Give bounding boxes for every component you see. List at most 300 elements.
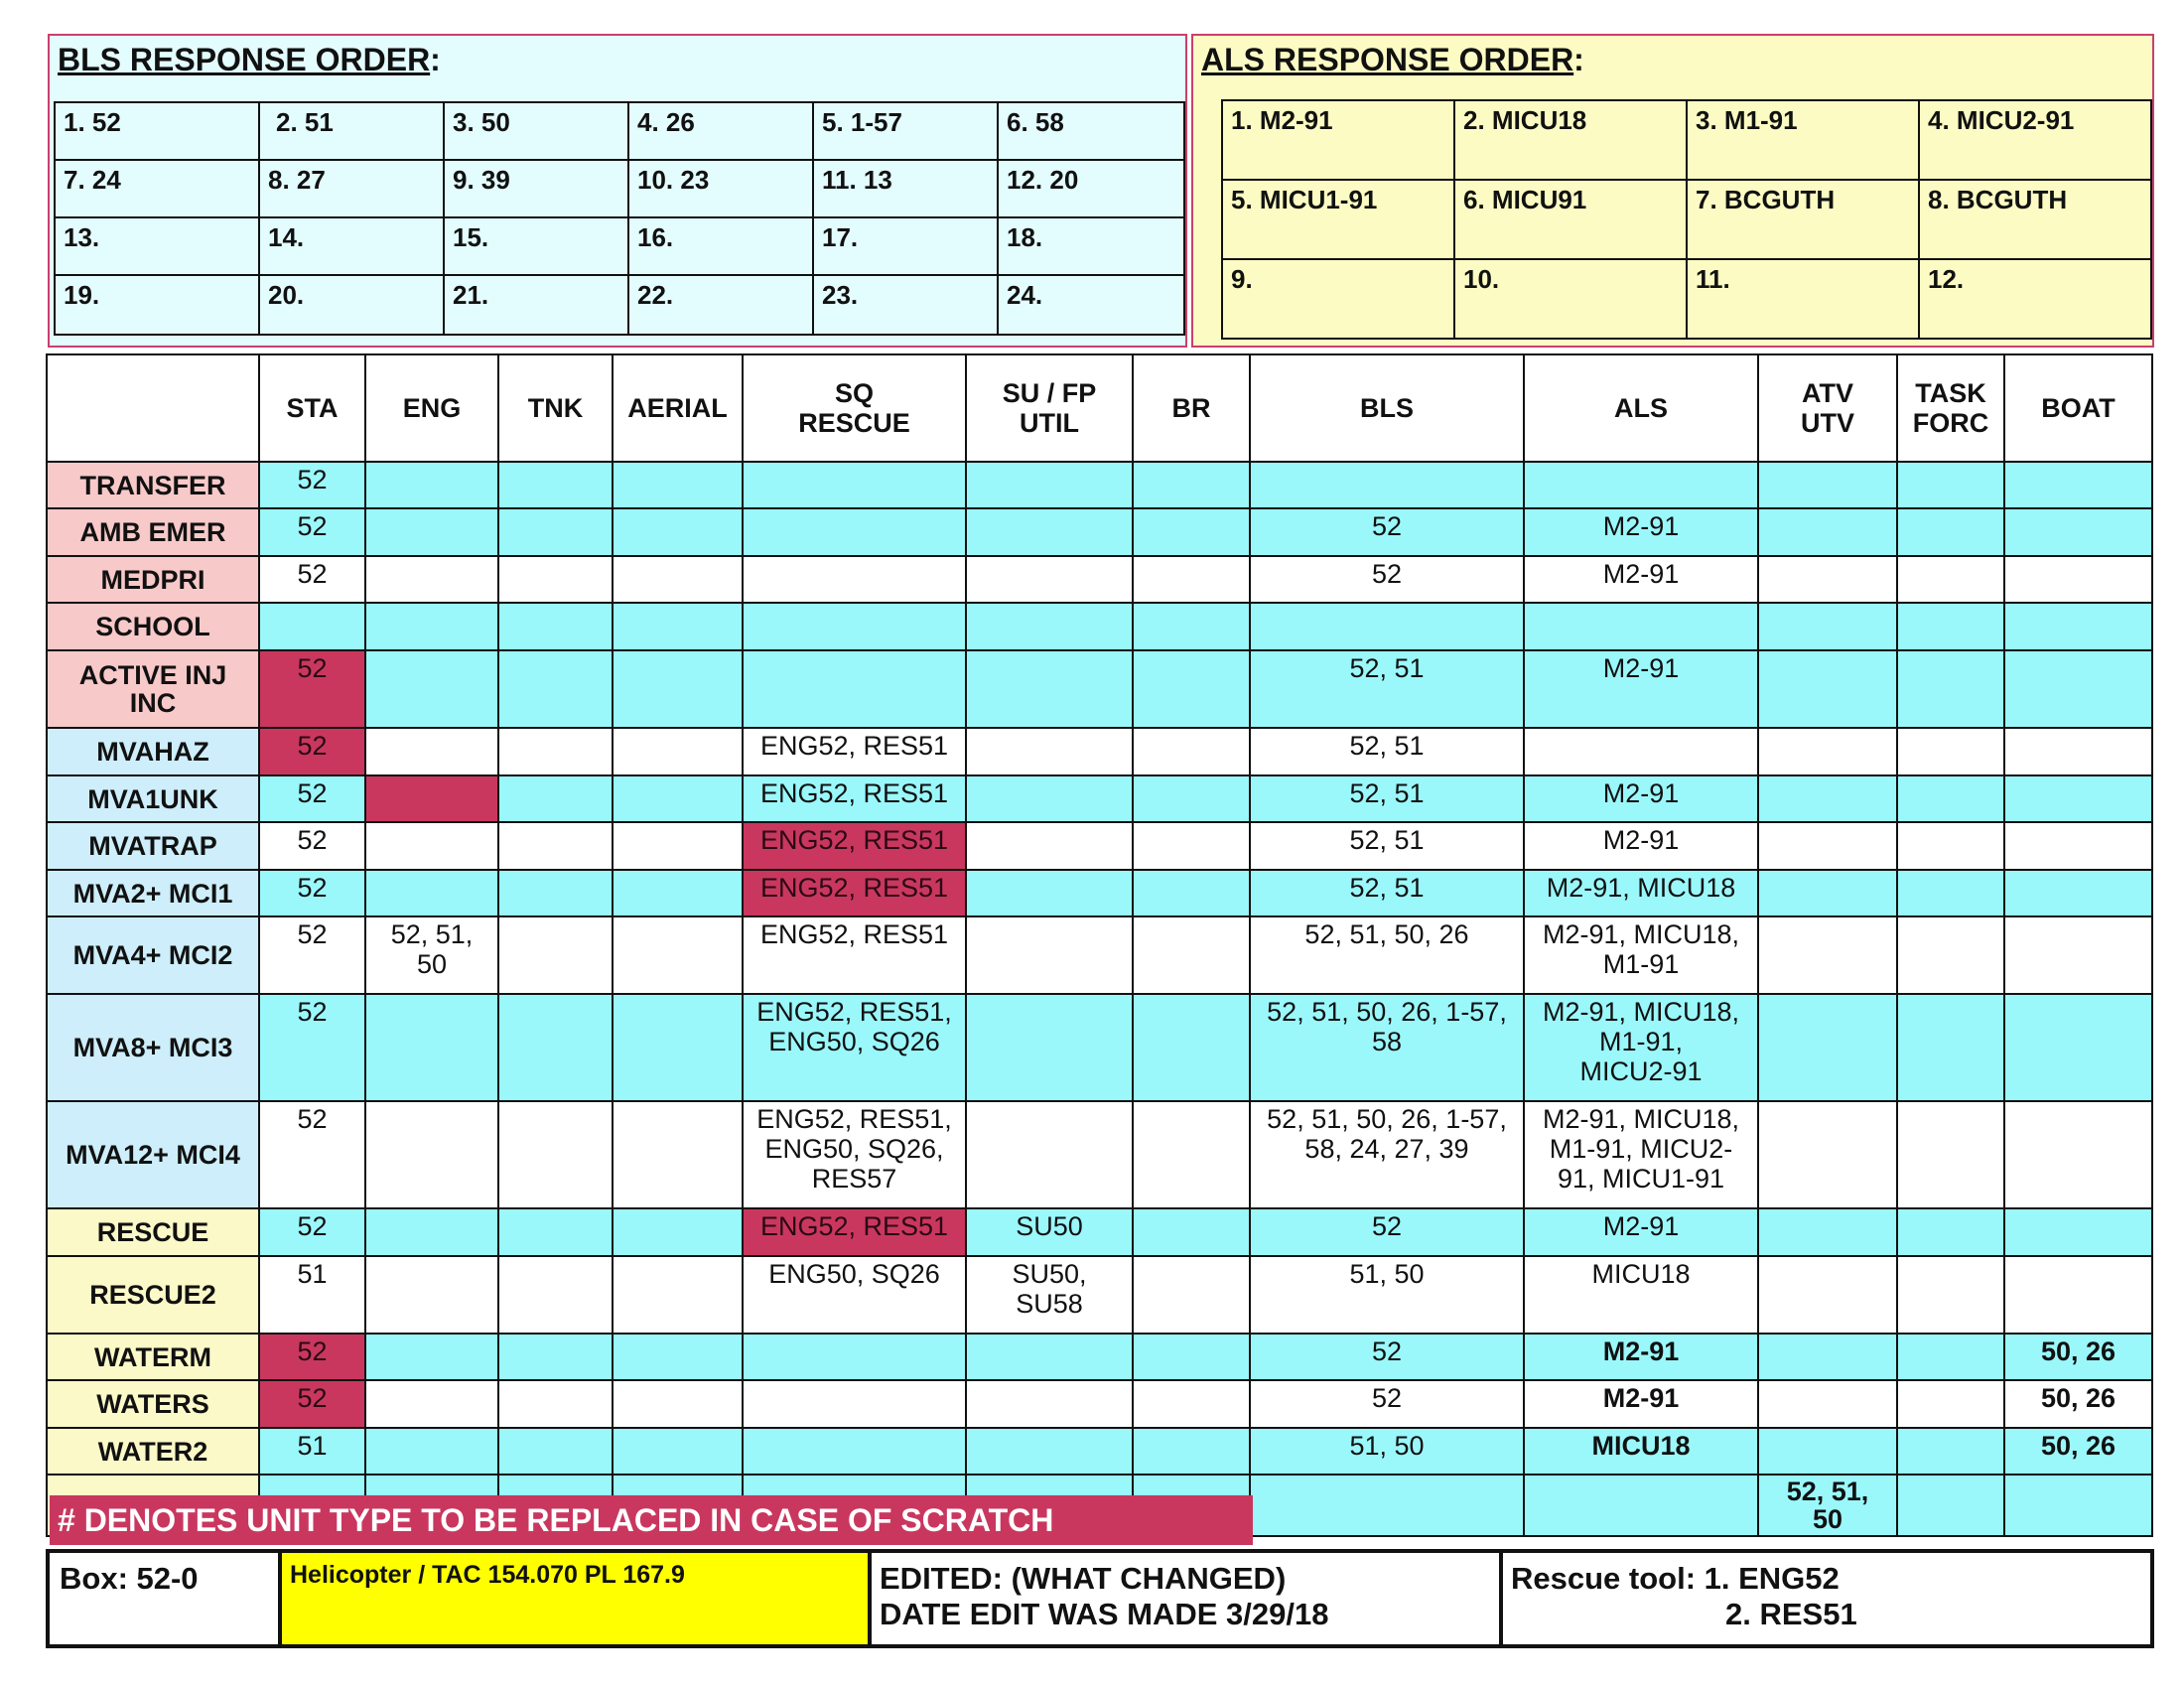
- bls-order-cell: 19.: [55, 275, 259, 335]
- als-order-row: [1222, 259, 2151, 339]
- grid-cell: 52: [1250, 1208, 1524, 1256]
- grid-cell: [966, 1334, 1133, 1380]
- grid-cell: [365, 1256, 498, 1334]
- grid-cell: M2-91: [1524, 650, 1758, 728]
- grid-cell: [1897, 508, 2004, 556]
- grid-cell: ENG52, RES51: [743, 775, 966, 822]
- grid-cell: [365, 1334, 498, 1380]
- grid-cell: [1897, 916, 2004, 994]
- grid-cell: [365, 1101, 498, 1208]
- grid-cell: 50, 26: [2004, 1428, 2152, 1475]
- grid-cell: [1133, 1380, 1250, 1428]
- response-grid-header-row: [47, 354, 2152, 462]
- grid-cell: [1897, 603, 2004, 650]
- grid-cell: M2-91: [1524, 1334, 1758, 1380]
- grid-cell: 52, 51, 50, 26, 1-57, 58: [1250, 994, 1524, 1101]
- bls-order-cell: 2. 51: [259, 102, 444, 160]
- grid-cell: 52, 51: [1250, 870, 1524, 916]
- bls-order-cell: 10. 23: [628, 160, 813, 217]
- grid-cell: 52: [259, 1380, 365, 1428]
- grid-cell: M2-91, MICU18, M1-91: [1524, 916, 1758, 994]
- grid-cell: [613, 556, 743, 603]
- rescue-tool-line-1: Rescue tool: 1. ENG52: [1511, 1561, 1840, 1596]
- grid-cell: [743, 462, 966, 508]
- helicopter-info: Helicopter / TAC 154.070 PL 167.9: [290, 1561, 685, 1589]
- grid-cell: M2-91: [1524, 1380, 1758, 1428]
- grid-cell: [1758, 822, 1897, 870]
- response-grid-row: [47, 1380, 2152, 1428]
- grid-cell: [498, 462, 613, 508]
- grid-cell: [966, 870, 1133, 916]
- grid-cell: 52, 51: [1250, 822, 1524, 870]
- grid-cell: [365, 1428, 498, 1475]
- row-label: MVA2+ MCI1: [47, 870, 259, 916]
- grid-cell: [613, 1334, 743, 1380]
- als-order-cell: 10.: [1454, 259, 1687, 339]
- row-label: RESCUE: [47, 1208, 259, 1256]
- grid-cell: [1758, 916, 1897, 994]
- grid-cell: [365, 508, 498, 556]
- grid-cell: [1758, 728, 1897, 775]
- grid-cell: [365, 650, 498, 728]
- grid-cell: [1133, 650, 1250, 728]
- als-response-order-table: [1221, 99, 2152, 340]
- bls-order-cell: 17.: [813, 217, 998, 275]
- grid-cell: [1897, 1256, 2004, 1334]
- footer-helicopter-cell: [282, 1553, 872, 1644]
- grid-cell: [1133, 1101, 1250, 1208]
- response-grid-row: [47, 1256, 2152, 1334]
- grid-cell: M2-91, MICU18, M1-91, MICU2- 91, MICU1-91: [1524, 1101, 1758, 1208]
- grid-cell: 52: [259, 508, 365, 556]
- grid-cell: [1897, 775, 2004, 822]
- bls-order-cell: 12. 20: [998, 160, 1184, 217]
- grid-cell: [1133, 822, 1250, 870]
- grid-cell: ENG52, RES51: [743, 822, 966, 870]
- grid-cell: [613, 822, 743, 870]
- response-grid-row: [47, 1334, 2152, 1380]
- grid-cell: [966, 775, 1133, 822]
- grid-cell: [1758, 1256, 1897, 1334]
- grid-cell: [1897, 728, 2004, 775]
- grid-cell: 51, 50: [1250, 1256, 1524, 1334]
- grid-cell: [2004, 1101, 2152, 1208]
- grid-cell: [1897, 462, 2004, 508]
- bls-order-cell: 16.: [628, 217, 813, 275]
- als-order-cell: 7. BCGUTH: [1687, 180, 1919, 259]
- grid-cell: [613, 728, 743, 775]
- grid-cell: 52: [259, 1334, 365, 1380]
- grid-cell: MICU18: [1524, 1428, 1758, 1475]
- grid-cell: [498, 1334, 613, 1380]
- edit-date-line: DATE EDIT WAS MADE 3/29/18: [880, 1597, 1329, 1631]
- grid-cell: [966, 650, 1133, 728]
- als-order-cell: 2. MICU18: [1454, 100, 1687, 180]
- grid-cell: 52: [259, 1101, 365, 1208]
- grid-cell: [365, 462, 498, 508]
- grid-cell: [365, 556, 498, 603]
- grid-cell: 52: [1250, 508, 1524, 556]
- grid-cell: [2004, 462, 2152, 508]
- grid-cell: [1758, 1334, 1897, 1380]
- row-label: WATERM: [47, 1334, 259, 1380]
- box-number: Box: 52-0: [60, 1561, 199, 1596]
- footer-rescue-tool-cell: [1503, 1553, 2150, 1644]
- column-header: TASK FORC: [1897, 354, 2004, 462]
- grid-cell: 51, 50: [1250, 1428, 1524, 1475]
- response-grid-row: [47, 1428, 2152, 1475]
- grid-cell: [1250, 603, 1524, 650]
- grid-cell: 52, 51, 50: [1758, 1475, 1897, 1536]
- response-grid-row: [47, 650, 2152, 728]
- grid-cell: [365, 994, 498, 1101]
- grid-cell: [966, 508, 1133, 556]
- response-grid-row: [47, 728, 2152, 775]
- als-order-row: [1222, 180, 2151, 259]
- bls-order-cell: 8. 27: [259, 160, 444, 217]
- grid-cell: [498, 508, 613, 556]
- grid-cell: 50, 26: [2004, 1380, 2152, 1428]
- row-label: SCHOOL: [47, 603, 259, 650]
- grid-cell: [1758, 556, 1897, 603]
- bls-order-row: [55, 102, 1184, 160]
- grid-cell: M2-91: [1524, 1208, 1758, 1256]
- bls-order-cell: 5. 1-57: [813, 102, 998, 160]
- grid-cell: [498, 556, 613, 603]
- column-header: SQ RESCUE: [743, 354, 966, 462]
- grid-cell: 51: [259, 1428, 365, 1475]
- grid-cell: [498, 870, 613, 916]
- grid-cell: [966, 994, 1133, 1101]
- column-header: BOAT: [2004, 354, 2152, 462]
- grid-cell: 52: [259, 916, 365, 994]
- grid-cell: [966, 603, 1133, 650]
- grid-cell: [743, 1428, 966, 1475]
- grid-cell: 52: [1250, 556, 1524, 603]
- grid-cell: [613, 603, 743, 650]
- grid-cell: 52: [259, 462, 365, 508]
- grid-cell: [1133, 1428, 1250, 1475]
- bls-order-cell: 22.: [628, 275, 813, 335]
- response-grid-row: [47, 916, 2152, 994]
- grid-cell: [966, 822, 1133, 870]
- grid-cell: M2-91: [1524, 508, 1758, 556]
- grid-cell: [1897, 1380, 2004, 1428]
- als-order-row: [1222, 100, 2151, 180]
- grid-cell: [1524, 1475, 1758, 1536]
- grid-cell: [2004, 870, 2152, 916]
- grid-cell: [498, 1101, 613, 1208]
- grid-cell: [613, 870, 743, 916]
- grid-cell: [613, 994, 743, 1101]
- als-order-cell: 11.: [1687, 259, 1919, 339]
- grid-cell: [2004, 556, 2152, 603]
- grid-cell: 52: [259, 1208, 365, 1256]
- grid-cell: [1758, 650, 1897, 728]
- bls-order-cell: 7. 24: [55, 160, 259, 217]
- grid-cell: [1133, 994, 1250, 1101]
- grid-cell: [2004, 1475, 2152, 1536]
- grid-cell: [1133, 1334, 1250, 1380]
- grid-cell: [498, 1208, 613, 1256]
- grid-cell: [1133, 556, 1250, 603]
- grid-cell: [966, 1101, 1133, 1208]
- grid-cell: SU50, SU58: [966, 1256, 1133, 1334]
- bls-order-row: [55, 275, 1184, 335]
- grid-cell: [966, 1428, 1133, 1475]
- als-order-cell: 4. MICU2-91: [1919, 100, 2151, 180]
- grid-cell: [2004, 728, 2152, 775]
- grid-cell: ENG52, RES51, ENG50, SQ26: [743, 994, 966, 1101]
- grid-cell: [966, 1380, 1133, 1428]
- grid-cell: [498, 728, 613, 775]
- grid-cell: [1133, 1208, 1250, 1256]
- response-grid-row: [47, 603, 2152, 650]
- bls-order-cell: 23.: [813, 275, 998, 335]
- grid-cell: [1897, 556, 2004, 603]
- grid-cell: [498, 994, 613, 1101]
- grid-cell: [613, 1208, 743, 1256]
- grid-cell: [2004, 508, 2152, 556]
- grid-cell: [498, 822, 613, 870]
- bls-order-cell: 6. 58: [998, 102, 1184, 160]
- grid-cell: [1897, 1101, 2004, 1208]
- bls-order-row: [55, 217, 1184, 275]
- grid-cell: 52, 51, 50, 26, 1-57, 58, 24, 27, 39: [1250, 1101, 1524, 1208]
- response-grid-row: [47, 822, 2152, 870]
- bls-response-order-title: BLS RESPONSE ORDER:: [58, 42, 441, 77]
- grid-cell: 52: [259, 728, 365, 775]
- grid-cell: ENG50, SQ26: [743, 1256, 966, 1334]
- grid-cell: [498, 1256, 613, 1334]
- row-label: MVA8+ MCI3: [47, 994, 259, 1101]
- grid-cell: [1758, 603, 1897, 650]
- footer-box-cell: [50, 1553, 282, 1644]
- grid-cell: [966, 462, 1133, 508]
- bls-order-cell: 21.: [444, 275, 628, 335]
- column-header: ENG: [365, 354, 498, 462]
- als-order-cell: 12.: [1919, 259, 2151, 339]
- row-label: MVATRAP: [47, 822, 259, 870]
- als-order-cell: 9.: [1222, 259, 1454, 339]
- response-grid-row: [47, 1101, 2152, 1208]
- row-label: AMB EMER: [47, 508, 259, 556]
- als-order-cell: 8. BCGUTH: [1919, 180, 2151, 259]
- grid-cell: [1758, 462, 1897, 508]
- bls-order-cell: 18.: [998, 217, 1184, 275]
- bls-order-cell: 3. 50: [444, 102, 628, 160]
- grid-cell: [613, 1256, 743, 1334]
- grid-cell: 52, 51, 50: [365, 916, 498, 994]
- grid-cell: [498, 916, 613, 994]
- grid-cell: 52: [259, 994, 365, 1101]
- grid-cell: ENG52, RES51: [743, 870, 966, 916]
- response-grid-row: [47, 556, 2152, 603]
- grid-cell: [2004, 1208, 2152, 1256]
- response-grid-row: [47, 870, 2152, 916]
- response-grid-row: [47, 994, 2152, 1101]
- grid-cell: [1133, 1256, 1250, 1334]
- grid-cell: [498, 775, 613, 822]
- row-label: MVA1UNK: [47, 775, 259, 822]
- grid-cell: ENG52, RES51: [743, 916, 966, 994]
- grid-cell: M2-91, MICU18, M1-91, MICU2-91: [1524, 994, 1758, 1101]
- grid-cell: 52: [259, 556, 365, 603]
- grid-cell: [1758, 1380, 1897, 1428]
- grid-cell: [1897, 650, 2004, 728]
- grid-cell: [743, 650, 966, 728]
- als-order-cell: 5. MICU1-91: [1222, 180, 1454, 259]
- als-order-cell: 1. M2-91: [1222, 100, 1454, 180]
- bls-order-cell: 15.: [444, 217, 628, 275]
- grid-cell: ENG52, RES51, ENG50, SQ26, RES57: [743, 1101, 966, 1208]
- grid-cell: [743, 508, 966, 556]
- bls-order-row: [55, 160, 1184, 217]
- grid-cell: [1524, 728, 1758, 775]
- grid-cell: [259, 603, 365, 650]
- column-header: TNK: [498, 354, 613, 462]
- grid-cell: [498, 1428, 613, 1475]
- row-label: RESCUE2: [47, 1256, 259, 1334]
- grid-cell: [1133, 508, 1250, 556]
- grid-cell: M2-91: [1524, 775, 1758, 822]
- grid-cell: M2-91: [1524, 556, 1758, 603]
- grid-cell: [1897, 994, 2004, 1101]
- edited-line: EDITED: (WHAT CHANGED): [880, 1561, 1287, 1596]
- grid-cell: [365, 728, 498, 775]
- response-grid-row: [47, 462, 2152, 508]
- grid-cell: [1133, 916, 1250, 994]
- column-header: BR: [1133, 354, 1250, 462]
- grid-cell: M2-91, MICU18: [1524, 870, 1758, 916]
- row-label: WATERS: [47, 1380, 259, 1428]
- grid-cell: [1758, 870, 1897, 916]
- grid-cell: [2004, 1256, 2152, 1334]
- grid-cell: [613, 462, 743, 508]
- column-header: ALS: [1524, 354, 1758, 462]
- response-grid-row: [47, 508, 2152, 556]
- bls-response-order-box: [48, 34, 1187, 348]
- grid-cell: [613, 1428, 743, 1475]
- rescue-tool-line-2: 2. RES51: [1725, 1597, 1857, 1631]
- grid-cell: [365, 603, 498, 650]
- grid-cell: [498, 603, 613, 650]
- grid-cell: [613, 775, 743, 822]
- grid-cell: [1133, 603, 1250, 650]
- row-label: TRANSFER: [47, 462, 259, 508]
- grid-cell: [1897, 1428, 2004, 1475]
- row-label: MEDPRI: [47, 556, 259, 603]
- grid-cell: 52: [259, 650, 365, 728]
- grid-cell: [613, 650, 743, 728]
- bls-response-order-table: [54, 101, 1185, 336]
- response-grid-row: [47, 1208, 2152, 1256]
- grid-cell: [613, 916, 743, 994]
- grid-cell: 51: [259, 1256, 365, 1334]
- als-order-cell: 6. MICU91: [1454, 180, 1687, 259]
- row-label: WATER2: [47, 1428, 259, 1475]
- grid-cell: [613, 1101, 743, 1208]
- row-label: MVA12+ MCI4: [47, 1101, 259, 1208]
- grid-cell: 52: [259, 775, 365, 822]
- grid-cell: [1133, 462, 1250, 508]
- response-grid-row: [47, 775, 2152, 822]
- bls-order-cell: 11. 13: [813, 160, 998, 217]
- grid-cell: 52: [1250, 1334, 1524, 1380]
- grid-cell: [966, 728, 1133, 775]
- grid-cell: [365, 1208, 498, 1256]
- grid-cell: [1758, 1208, 1897, 1256]
- row-label: MVAHAZ: [47, 728, 259, 775]
- column-header: BLS: [1250, 354, 1524, 462]
- row-label: ACTIVE INJ INC: [47, 650, 259, 728]
- grid-cell: 52: [1250, 1380, 1524, 1428]
- grid-cell: [1250, 1475, 1524, 1536]
- grid-cell: [2004, 822, 2152, 870]
- grid-cell: [1524, 462, 1758, 508]
- row-label: MVA4+ MCI2: [47, 916, 259, 994]
- grid-cell: [2004, 775, 2152, 822]
- bls-order-cell: 9. 39: [444, 160, 628, 217]
- grid-cell: [498, 1380, 613, 1428]
- grid-cell: [498, 650, 613, 728]
- bls-order-cell: 1. 52: [55, 102, 259, 160]
- grid-cell: [743, 1380, 966, 1428]
- column-header: SU / FP UTIL: [966, 354, 1133, 462]
- column-header: [47, 354, 259, 462]
- als-response-order-title: ALS RESPONSE ORDER:: [1201, 42, 1584, 77]
- grid-cell: [1758, 1428, 1897, 1475]
- grid-cell: [1524, 603, 1758, 650]
- grid-cell: 52, 51: [1250, 650, 1524, 728]
- als-order-cell: 3. M1-91: [1687, 100, 1919, 180]
- grid-cell: 52, 51, 50, 26: [1250, 916, 1524, 994]
- grid-cell: [2004, 650, 2152, 728]
- bls-order-cell: 24.: [998, 275, 1184, 335]
- grid-cell: [1897, 870, 2004, 916]
- grid-cell: ENG52, RES51: [743, 1208, 966, 1256]
- response-grid-table: [46, 353, 2153, 1537]
- grid-cell: [1758, 508, 1897, 556]
- grid-cell: [2004, 603, 2152, 650]
- grid-cell: [1897, 1208, 2004, 1256]
- grid-cell: 52, 51: [1250, 775, 1524, 822]
- grid-cell: [966, 556, 1133, 603]
- grid-cell: [365, 870, 498, 916]
- grid-cell: 52: [259, 822, 365, 870]
- footer-edited-cell: [872, 1553, 1503, 1644]
- grid-cell: [2004, 994, 2152, 1101]
- grid-cell: [1133, 870, 1250, 916]
- bls-order-cell: 14.: [259, 217, 444, 275]
- grid-cell: [966, 916, 1133, 994]
- scratch-note-banner: # DENOTES UNIT TYPE TO BE REPLACED IN CASE OF SCRATCH: [50, 1495, 1253, 1545]
- grid-cell: [1897, 822, 2004, 870]
- grid-cell: [613, 1380, 743, 1428]
- column-header: AERIAL: [613, 354, 743, 462]
- grid-cell: ENG52, RES51: [743, 728, 966, 775]
- grid-cell: [1758, 994, 1897, 1101]
- grid-cell: [1133, 775, 1250, 822]
- column-header: STA: [259, 354, 365, 462]
- grid-cell: [1897, 1334, 2004, 1380]
- bls-order-cell: 20.: [259, 275, 444, 335]
- grid-cell: [1250, 462, 1524, 508]
- grid-cell: [2004, 916, 2152, 994]
- grid-cell: [743, 1334, 966, 1380]
- grid-cell: MICU18: [1524, 1256, 1758, 1334]
- grid-cell: [1758, 775, 1897, 822]
